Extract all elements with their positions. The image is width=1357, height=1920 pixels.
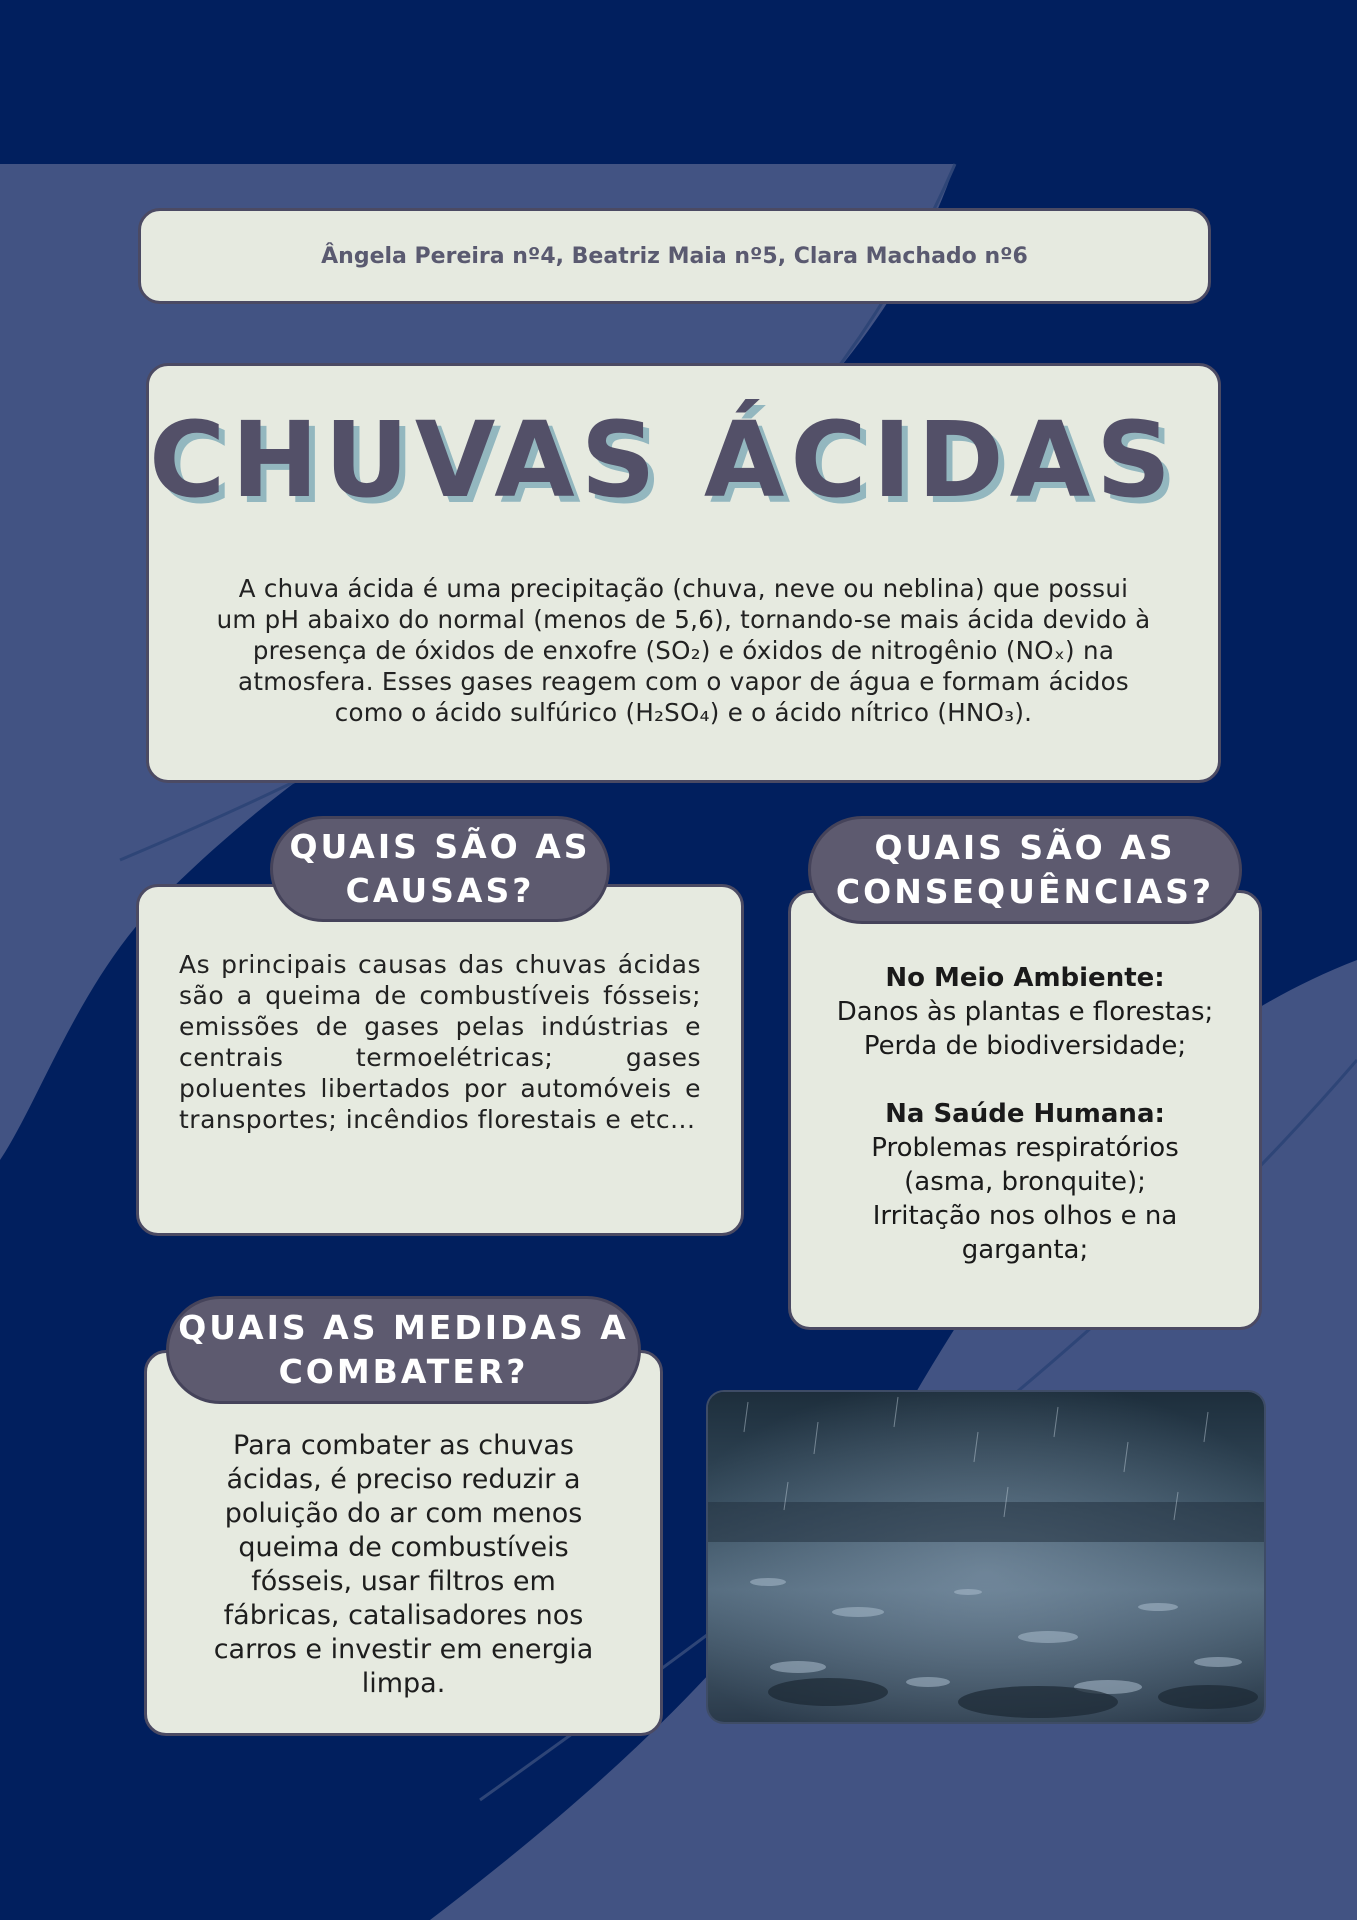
measures-line: fósseis, usar filtros em bbox=[251, 1566, 556, 1597]
measures-line: ácidas, é preciso reduzir a bbox=[226, 1464, 581, 1495]
intro-line: A chuva ácida é uma precipitação (chuva, neve ou neblina) que possui bbox=[238, 574, 1129, 603]
causes-heading-line: QUAIS SÃO AS bbox=[289, 827, 591, 866]
consequences-heading-line: CONSEQUÊNCIAS? bbox=[835, 872, 1215, 911]
page-title: CHUVAS ÁCIDAS bbox=[149, 399, 1178, 521]
measures-line: fábricas, catalisadores nos bbox=[223, 1600, 584, 1631]
measures-heading-line: COMBATER? bbox=[278, 1352, 529, 1391]
measures-line: limpa. bbox=[361, 1668, 446, 1699]
consequences-text bbox=[791, 961, 1259, 1267]
measures-heading-line: QUAIS AS MEDIDAS A bbox=[178, 1308, 629, 1347]
measures-line: carros e investir em energia bbox=[213, 1634, 594, 1665]
causes-heading bbox=[270, 816, 610, 922]
intro-line: um pH abaixo do normal (menos de 5,6), tornando-se mais ácida devido à bbox=[216, 605, 1151, 634]
consequences-heading bbox=[808, 816, 1242, 924]
causes-heading-line: CAUSAS? bbox=[345, 871, 535, 910]
authors-text: Ângela Pereira nº4, Beatriz Maia nº5, Clara Machado nº6 bbox=[321, 243, 1028, 269]
causes-text: As principais causas das chuvas ácidas são a queima de combustíveis fósseis; emissões de gases pelas indústrias e centrais termoelétricas; gases poluentes libertados por automóveis e transportes; incêndios florestais e etc... bbox=[179, 950, 701, 1134]
measures-text bbox=[161, 1429, 646, 1701]
intro-line: presença de óxidos de enxofre (SO₂) e óxidos de nitrogênio (NOₓ) na bbox=[252, 636, 1115, 665]
intro-text bbox=[167, 573, 1200, 728]
intro-card bbox=[146, 363, 1221, 783]
measures-card bbox=[144, 1350, 663, 1736]
environment-item: Danos às plantas e florestas; bbox=[836, 997, 1214, 1027]
measures-line: queima de combustíveis bbox=[238, 1532, 569, 1563]
environment-subtitle: No Meio Ambiente: bbox=[885, 963, 1165, 993]
measures-heading bbox=[166, 1296, 641, 1404]
causes-card bbox=[136, 884, 744, 1236]
rain-puddle-image bbox=[706, 1390, 1266, 1724]
health-subtitle: Na Saúde Humana: bbox=[885, 1099, 1165, 1129]
health-item: Problemas respiratórios bbox=[871, 1133, 1179, 1163]
consequences-card bbox=[788, 890, 1262, 1330]
consequences-heading-line: QUAIS SÃO AS bbox=[874, 828, 1176, 867]
health-item: Irritação nos olhos e na bbox=[872, 1201, 1178, 1231]
authors-card bbox=[138, 208, 1211, 304]
environment-item: Perda de biodiversidade; bbox=[863, 1031, 1187, 1061]
intro-line: atmosfera. Esses gases reagem com o vapor de água e formam ácidos bbox=[238, 667, 1129, 696]
measures-line: poluição do ar com menos bbox=[224, 1498, 583, 1529]
health-item: garganta; bbox=[961, 1235, 1089, 1265]
health-item: (asma, bronquite); bbox=[904, 1167, 1146, 1197]
intro-line: como o ácido sulfúrico (H₂SO₄) e o ácido nítrico (HNO₃). bbox=[334, 698, 1033, 727]
measures-line: Para combater as chuvas bbox=[233, 1430, 574, 1461]
